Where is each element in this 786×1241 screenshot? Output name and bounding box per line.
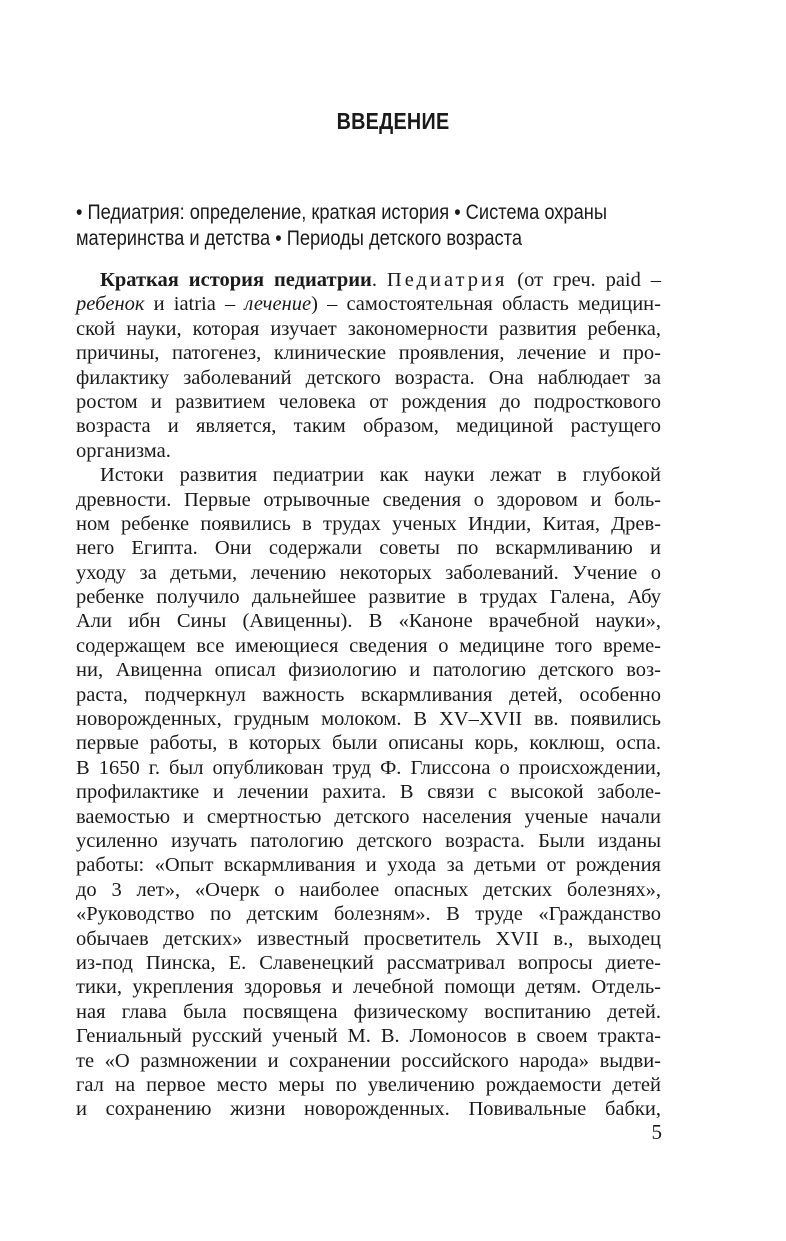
text-line: ребенок и iatria – лечение) – самостоятельная область медицин-: [76, 293, 661, 316]
text-line: обычаев детских» известный просветитель XVII в., выходец: [76, 927, 661, 950]
topics-line: материнства и детства • Периоды детского возраста: [76, 227, 522, 250]
body-text: [76, 268, 661, 1122]
paragraph-1: [76, 268, 661, 463]
text-line: те «О размножении и сохранении российского народа» выдви-: [76, 1049, 661, 1072]
text-line: раста, подчеркнул важность вскармливания детей, особенно: [76, 683, 661, 706]
text-line: «Руководство по детским болезням». В труде «Гражданство: [76, 903, 661, 926]
text-line: ваемостью и смертностью детского населения ученые начали: [76, 805, 661, 828]
paragraph-2: [76, 463, 661, 1122]
text-line: гал на первое место меры по увеличению рождаемости детей: [76, 1073, 661, 1096]
text-line: тики, укрепления здоровья и лечебной помощи детям. Отдель-: [76, 976, 661, 999]
text-line: ном ребенке появились в трудах ученых Индии, Китая, Древ-: [76, 512, 661, 535]
text-line: ни, Авиценна описал физиологию и патологию детского воз-: [76, 659, 661, 682]
text-line: профилактике и лечении рахита. В связи с высокой заболе-: [76, 781, 661, 804]
chapter-heading: ВВЕДЕНИЕ: [336, 108, 450, 134]
text-line: усиленно изучать патологию детского возраста. Были изданы: [76, 829, 661, 852]
text-line: организма.: [76, 439, 171, 462]
section-lead: Краткая история педиатрии: [100, 269, 372, 291]
text-line: древности. Первые отрывочные сведения о здоровом и боль-: [76, 488, 661, 511]
text-line: него Египта. Они содержали советы по вскармливанию и: [76, 537, 661, 560]
page-number: 5: [651, 1120, 662, 1144]
text-line: новорожденных, грудным молоком. В XV–XVII вв. появились: [76, 708, 661, 731]
text-line: ской науки, которая изучает закономерности развития ребенка,: [76, 317, 661, 340]
text-line: и сохранению жизни новорожденных. Повивальные бабки,: [76, 1098, 661, 1121]
chapter-topics: [76, 200, 607, 252]
text-line: ребенке получило дальнейшее развитие в трудах Галена, Абу: [76, 586, 661, 609]
text-line: до 3 лет», «Очерк о наиболее опасных детских болезнях»,: [76, 878, 661, 901]
text-line: причины, патогенез, клинические проявления, лечение и про-: [76, 342, 661, 365]
text-line: В 1650 г. был опубликован труд Ф. Глиссона о происхождении,: [76, 756, 661, 779]
topics-line: • Педиатрия: определение, краткая история • Система охраны: [76, 201, 607, 224]
text-line: Али ибн Сины (Авиценны). В «Каноне врачебной науки»,: [76, 610, 661, 633]
text-line: филактику заболеваний детского возраста. Она наблюдает за: [76, 366, 661, 389]
text-line: уходу за детьми, лечению некоторых заболеваний. Учение о: [76, 561, 661, 584]
text-line: содержащем все имеющиеся сведения о медицине того време-: [76, 634, 661, 657]
text-line: из-под Пинска, Е. Славенецкий рассматривал вопросы диете-: [76, 951, 661, 974]
text-line: Истоки развития педиатрии как науки лежат в глубокой: [100, 464, 661, 487]
text-line: работы: «Опыт вскармливания и ухода за детьми от рождения: [76, 854, 661, 877]
text-line: первые работы, в которых были описаны корь, коклюш, оспа.: [76, 732, 661, 755]
text-line: ростом и развитием человека от рождения до подросткового: [76, 390, 661, 413]
text-line: ная глава была посвящена физическому воспитанию детей.: [76, 1000, 661, 1023]
text-line: Гениальный русский ученый М. В. Ломоносов в своем тракта-: [76, 1025, 661, 1048]
term-spaced: Педиатрия: [386, 269, 508, 291]
text-line: возраста и является, таким образом, медициной растущего: [76, 415, 661, 438]
text-line: Краткая история педиатрии. Педиатрия (от греч. paid –: [100, 269, 662, 291]
